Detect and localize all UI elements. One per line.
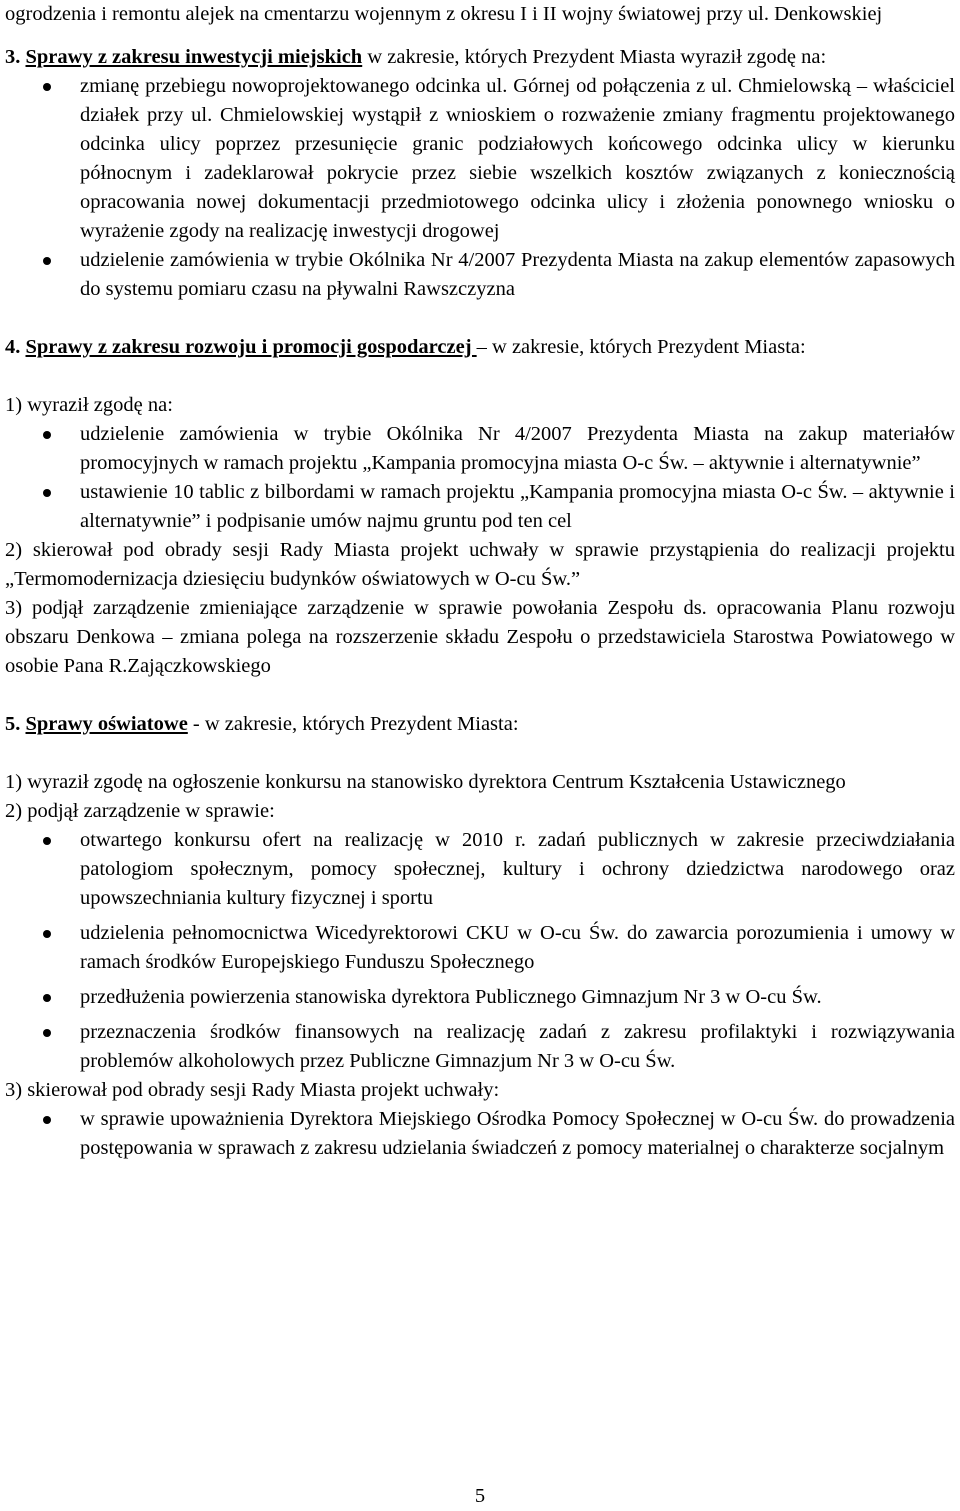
section-4-number: 4. bbox=[5, 336, 21, 358]
bullet-icon bbox=[43, 257, 51, 265]
list-item: udzielenia pełnomocnictwa Wicedyrektorowi CKU w O-cu Św. do zawarcia porozumienia i umowy w ramach środków Europejskiego Funduszu Społecznego bbox=[5, 919, 955, 977]
section-5-heading bbox=[5, 710, 955, 739]
section-4-title: Sprawy z zakresu rozwoju i promocji gospodarczej bbox=[25, 336, 477, 358]
list-item: udzielenie zamówienia w trybie Okólnika Nr 4/2007 Prezydenta Miasta na zakup materiałów promocyjnych w ramach projektu „Kampania promocyjna miasta O-c Św. – aktywnie i alternatywnie” bbox=[5, 420, 955, 478]
section-3-list bbox=[5, 72, 955, 304]
list-item: przeznaczenia środków finansowych na realizację zadań z zakresu profilaktyki i rozwiązywania problemów alkoholowych przez Publiczne Gimnazjum Nr 3 w O-cu Św. bbox=[5, 1018, 955, 1076]
section-5-item-2: 2) podjął zarządzenie w sprawie: bbox=[5, 800, 275, 822]
page-content bbox=[5, 0, 955, 1163]
bullet-icon bbox=[43, 83, 51, 91]
section-4-item-2: 2) skierował pod obrady sesji Rady Miasta projekt uchwały w sprawie przystąpienia do realizacji projektu „Termomodernizacja dziesięciu budynków oświatowych w O-cu Św.” bbox=[5, 539, 955, 590]
list-item: ustawienie 10 tablic z bilbordami w ramach projektu „Kampania promocyjna miasta O-c Św. – aktywnie i alternatywnie” i podpisanie umów najmu gruntu pod ten cel bbox=[5, 478, 955, 536]
intro-paragraph: ogrodzenia i remontu alejek na cmentarzu wojennym z okresu I i II wojny światowej przy ul. Denkowskiej bbox=[5, 3, 883, 25]
bullet-icon bbox=[43, 1116, 51, 1124]
section-4-list bbox=[5, 420, 955, 536]
bullet-icon bbox=[43, 489, 51, 497]
bullet-icon bbox=[43, 1029, 51, 1037]
section-5-item-3: 3) skierował pod obrady sesji Rady Miasta projekt uchwały: bbox=[5, 1079, 500, 1101]
section-5-item-1: 1) wyraził zgodę na ogłoszenie konkursu na stanowisko dyrektora Centrum Kształcenia Ustawicznego bbox=[5, 771, 846, 793]
section-5-title: Sprawy oświatowe bbox=[25, 713, 188, 735]
section-4-heading bbox=[5, 333, 955, 362]
list-item: zmianę przebiegu nowoprojektowanego odcinka ul. Górnej od połączenia z ul. Chmielowską – właściciel działek przy ul. Chmielowskiej wystąpił z wnioskiem o rozważenie zmiany fragmentu projektowanego odcinka ulicy poprzez przesunięcie granic podziałowych końcowego odcinka ulicy w kierunku północnym i zadeklarował pokrycie przez siebie wszelkich kosztów związanych z koniecznością opracowania nowej dokumentacji przedmiotowego odcinka ulicy i złożenia ponownego wniosku o wyrażenie zgody na realizację inwestycji drogowej bbox=[5, 72, 955, 246]
bullet-icon bbox=[43, 994, 51, 1002]
list-item: przedłużenia powierzenia stanowiska dyrektora Publicznego Gimnazjum Nr 3 w O-cu Św. bbox=[5, 983, 955, 1012]
section-4-item-1: 1) wyraził zgodę na: bbox=[5, 394, 173, 416]
section-5-list-3 bbox=[5, 1105, 955, 1163]
list-item: udzielenie zamówienia w trybie Okólnika Nr 4/2007 Prezydenta Miasta na zakup elementów zapasowych do systemu pomiaru czasu na pływalni Rawszczyzna bbox=[5, 246, 955, 304]
section-5-lead: - w zakresie, których Prezydent Miasta: bbox=[187, 713, 519, 735]
section-3-lead: w zakresie, których Prezydent Miasta wyraził zgodę na: bbox=[362, 46, 827, 68]
section-5-list-2 bbox=[5, 826, 955, 1076]
bullet-icon bbox=[43, 837, 51, 845]
list-item: w sprawie upoważnienia Dyrektora Miejskiego Ośrodka Pomocy Społecznej w O-cu Św. do prowadzenia postępowania w sprawach z zakresu udzielania świadczeń z pomocy materialnej o charakterze socjalnym bbox=[5, 1105, 955, 1163]
section-3-title: Sprawy z zakresu inwestycji miejskich bbox=[25, 46, 363, 68]
section-3-heading bbox=[5, 43, 955, 72]
section-4-lead: – w zakresie, których Prezydent Miasta: bbox=[476, 336, 806, 358]
section-4-item-3: 3) podjął zarządzenie zmieniające zarządzenie w sprawie powołania Zespołu ds. opracowania Planu rozwoju obszaru Denkowa – zmiana polega na rozszerzenie składu Zespołu o przedstawiciela Starostwa Powiatowego w osobie Pana R.Zajączkowskiego bbox=[5, 597, 955, 677]
bullet-icon bbox=[43, 431, 51, 439]
section-5-number: 5. bbox=[5, 713, 21, 735]
list-item: otwartego konkursu ofert na realizację w 2010 r. zadań publicznych w zakresie przeciwdziałania patologiom społecznym, pomocy społecznej, kultury i ochrony dziedzictwa narodowego oraz upowszechniania kultury fizycznej i sportu bbox=[5, 826, 955, 913]
page-number: 5 bbox=[474, 1485, 486, 1507]
section-3-number: 3. bbox=[5, 46, 21, 68]
bullet-icon bbox=[43, 930, 51, 938]
